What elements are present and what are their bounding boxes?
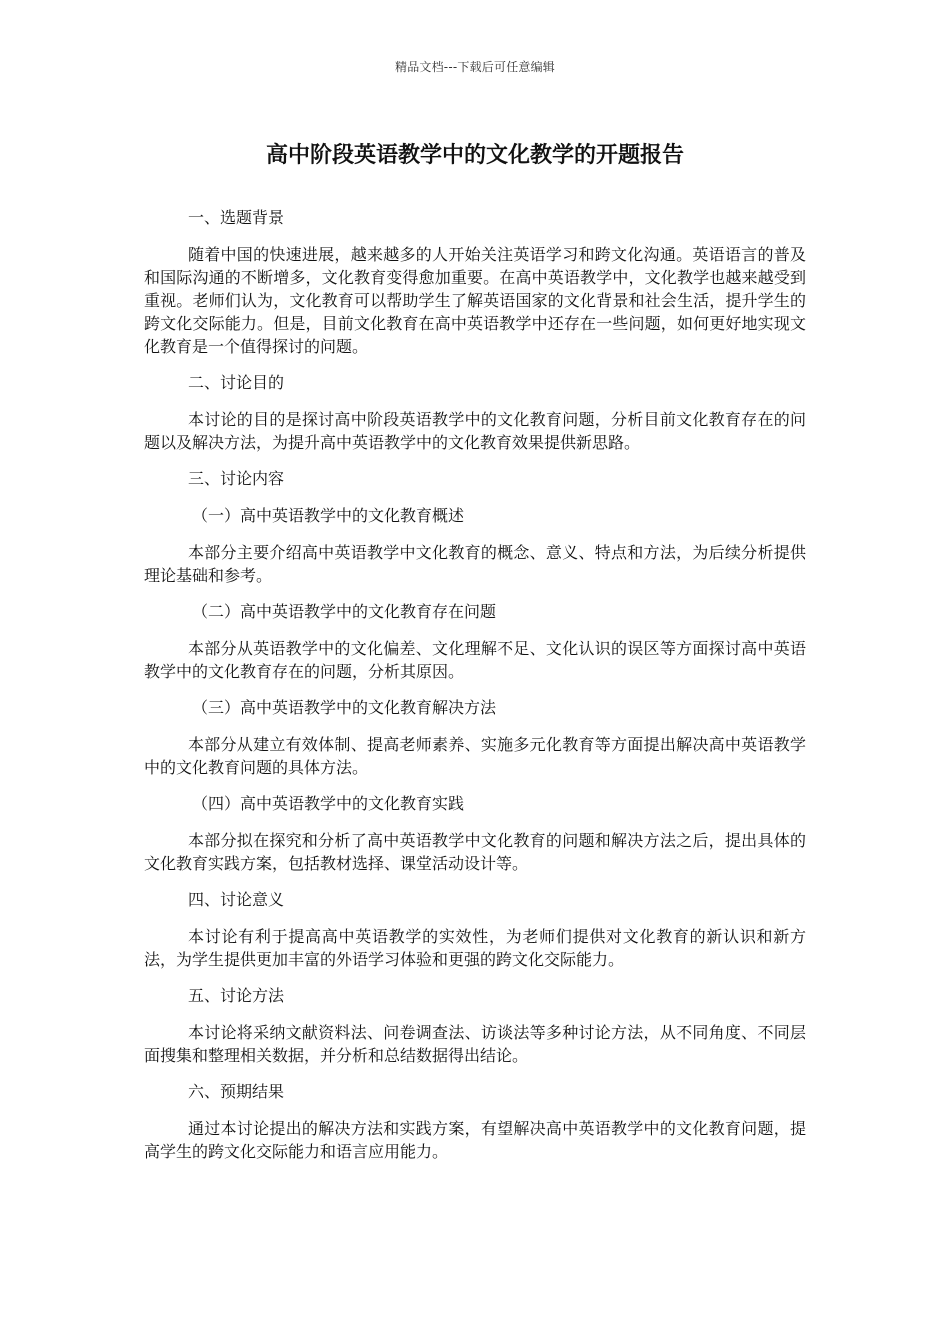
paragraph-purpose: 本讨论的目的是探讨高中阶段英语教学中的文化教育问题，分析目前文化教育存在的问题以及解决方法，为提升高中英语教学中的文化教育效果提供新思路。 (144, 410, 806, 452)
paragraph-problems: 本部分从英语教学中的文化偏差、文化理解不足、文化认识的误区等方面探讨高中英语教学中的文化教育存在的问题，分析其原因。 (144, 639, 806, 681)
paragraph-background: 随着中国的快速进展，越来越多的人开始关注英语学习和跨文化沟通。英语语言的普及和国际沟通的不断增多，文化教育变得愈加重要。在高中英语教学中，文化教学也越来越受到重视。老师们认为，文化教育可以帮助学生了解英语国家的文化背景和社会生活，提升学生的跨文化交际能力。但是，目前文化教育在高中英语教学中还存在一些问题，如何更好地实现文化教育是一个值得探讨的问题。 (144, 245, 806, 356)
paragraph-overview: 本部分主要介绍高中英语教学中文化教育的概念、意义、特点和方法，为后续分析提供理论基础和参考。 (144, 543, 806, 585)
subheading-practice: （四）高中英语教学中的文化教育实践 (192, 794, 465, 813)
document-title: 高中阶段英语教学中的文化教学的开题报告 (265, 143, 684, 168)
section-heading-expected-results: 六、预期结果 (188, 1082, 285, 1101)
header-note: 精品文档---下载后可任意编辑 (395, 60, 555, 74)
section-heading-content: 三、讨论内容 (188, 469, 285, 488)
paragraph-solutions: 本部分从建立有效体制、提高老师素养、实施多元化教育等方面提出解决高中英语教学中的文化教育问题的具体方法。 (144, 735, 806, 777)
section-heading-background: 一、选题背景 (188, 208, 285, 227)
paragraph-practice: 本部分拟在探究和分析了高中英语教学中文化教育的问题和解决方法之后，提出具体的文化教育实践方案，包括教材选择、课堂活动设计等。 (144, 831, 806, 873)
document-body (144, 206, 806, 1176)
section-heading-significance: 四、讨论意义 (188, 890, 285, 909)
subheading-solutions: （三）高中英语教学中的文化教育解决方法 (192, 698, 497, 717)
paragraph-significance: 本讨论有利于提高高中英语教学的实效性，为老师们提供对文化教育的新认识和新方法，为学生提供更加丰富的外语学习体验和更强的跨文化交际能力。 (144, 927, 806, 969)
paragraph-methods: 本讨论将采纳文献资料法、问卷调查法、访谈法等多种讨论方法，从不同角度、不同层面搜集和整理相关数据，并分析和总结数据得出结论。 (144, 1023, 806, 1065)
subheading-problems: （二）高中英语教学中的文化教育存在问题 (192, 602, 497, 621)
section-heading-purpose: 二、讨论目的 (188, 373, 285, 392)
subheading-overview: （一）高中英语教学中的文化教育概述 (192, 506, 465, 525)
paragraph-expected-results: 通过本讨论提出的解决方法和实践方案，有望解决高中英语教学中的文化教育问题，提高学生的跨文化交际能力和语言应用能力。 (144, 1119, 806, 1161)
section-heading-methods: 五、讨论方法 (188, 986, 285, 1005)
